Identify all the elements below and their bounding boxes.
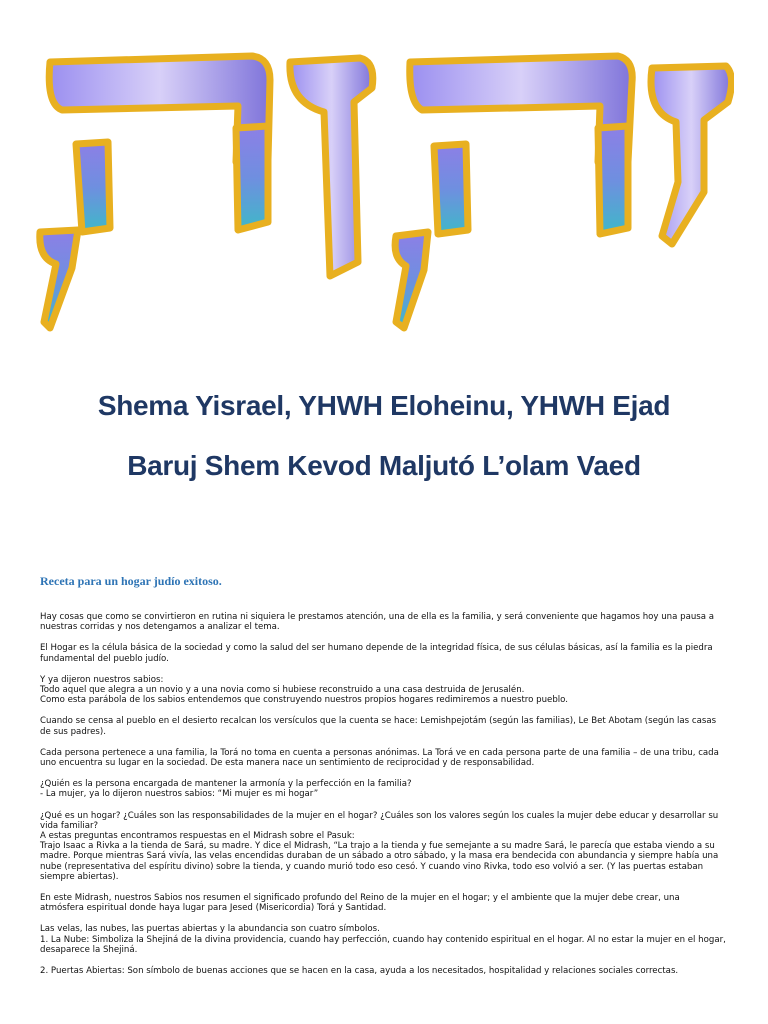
paragraph: Hay cosas que como se convirtieron en rutina ni siquiera le prestamos atención, una de ella es la familia, y será conveniente que hagamos hoy una pausa a nuestras corridas y nos detengamos a analizar el tema. [40, 612, 715, 633]
paragraph: 2. Puertas Abiertas: Son símbolo de buenas acciones que se hacen en la casa, ayuda a los necesitados, hospitalidad y relaciones sociales correctas. [40, 966, 679, 977]
paragraph: ¿Quién es la persona encargada de mantener la armonía y la perfección en la familia? - La mujer, ya lo dijeron nuestros sabios: “Mi mujer es mi hogar” [40, 779, 412, 800]
paragraph: Las velas, las nubes, las puertas abiertas y la abundancia son cuatro símbolos. 1. La Nube: Simboliza la Shejiná de la divina providencia, cuando hay perfección, cuando hay contenido espiritual en el hogar. Al no estar la mujer en el hogar, desaparece la Shejiná. [40, 924, 726, 955]
baruj-title: Baruj Shem Kevod Maljutó L’olam Vaed [127, 450, 641, 481]
paragraph: Cuando se censa al pueblo en el desierto recalcan los versículos que la cuenta se hace: Lemishpejotám (según las familias), Le Bet Abotam (según las casas de sus padres). [40, 716, 717, 737]
title-line-1 [0, 390, 768, 422]
shema-title: Shema Yisrael, YHWH Eloheinu, YHWH Ejad [97, 390, 671, 421]
paragraph: El Hogar es la célula básica de la sociedad y como la salud del ser humano depende de la integridad física, de sus células básicas, así la familia es la piedra fundamental del pueblo judío. [40, 643, 713, 664]
paragraph: ¿Qué es un hogar? ¿Cuáles son las responsabilidades de la mujer en el hogar? ¿Cuáles son los valores según los cuales la mujer debe educar y desarrollar su vida familiar? A estas preguntas encontramos respuestas en el Midrash sobre el Pasuk: Trajo Isaac a Rivka a la tienda de Sará, su madre. Y dice el Midrash, “La trajo a la tienda y fue semejante a su madre Sará, le parecía que estaba viendo a su madre. Porque mientras Sará vivía, las velas encendidas duraban de un sábado a otro sábado, y la masa era bendecida con abundancia y siempre había una nube (representativa del espíritu divino) sobre la tienda, y cuando murió todo eso cesó. Y cuando vino Rivka, todo eso volvió a ser. (Y las puertas estaban siempre abiertas). [40, 810, 719, 882]
paragraph: En este Midrash, nuestros Sabios nos resumen el significado profundo del Reino de la mujer en el hogar; y el ambiente que la mujer debe crear, una atmósfera espiritual donde haya lugar para Jesed (Misericordia) Torá y Santidad. [40, 893, 680, 914]
title-line-2 [0, 450, 768, 482]
section-heading: Receta para un hogar judío exitoso. [40, 574, 222, 588]
hebrew-letters-banner [32, 32, 734, 334]
article-body [40, 612, 726, 987]
paragraph: Y ya dijeron nuestros sabios: Todo aquel que alegra a un novio y a una novia como si hubiese reconstruido a una casa destruida de Jerusalén. Como esta parábola de los sabios entendemos que construyendo nuestros propios hogares redimiremos a nuestro pueblo. [40, 674, 569, 706]
paragraph: Cada persona pertenece a una familia, la Torá no toma en cuenta a personas anónimas. La Torá ve en cada persona parte de una familia – de una tribu, cada uno encuentra su lugar en la sociedad. De esta manera nace un sentimiento de reciprocidad y de responsabilidad. [40, 747, 719, 769]
hebrew-tetragrammaton-image [32, 32, 734, 334]
